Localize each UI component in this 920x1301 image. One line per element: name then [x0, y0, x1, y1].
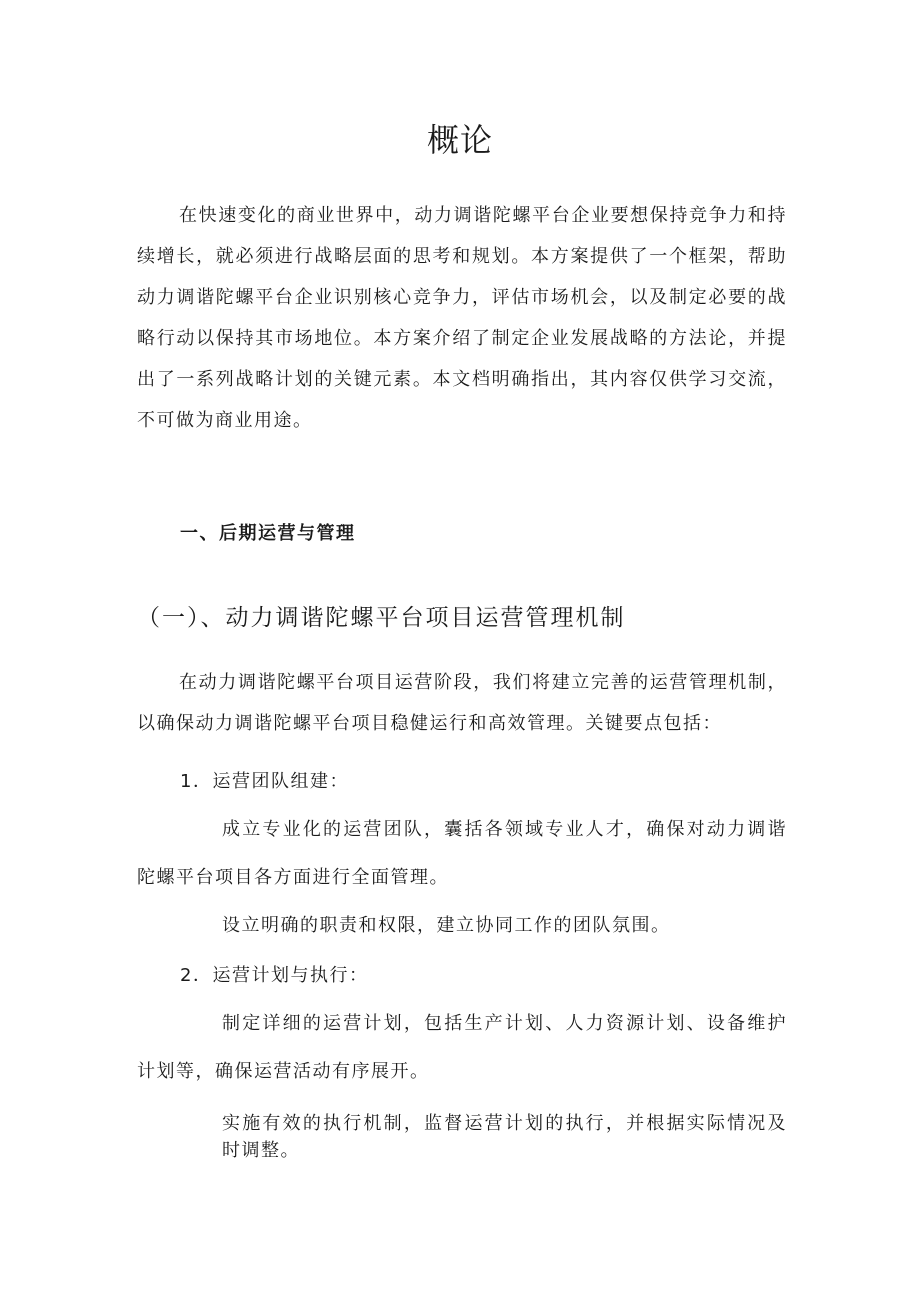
- section-heading: 一、后期运营与管理: [180, 523, 356, 544]
- list-item-point: 实施有效的执行机制，监督运营计划的执行，并根据实际情况及时调整。: [222, 1113, 787, 1161]
- page-title: 概论: [426, 121, 493, 159]
- list-item-label: 1．运营团队组建：: [180, 771, 349, 792]
- list-item-label: 2．运营计划与执行：: [180, 965, 369, 986]
- subsection-heading: （一）、动力调谐陀螺平台项目运营管理机制: [137, 605, 626, 631]
- list-item-point: 设立明确的职责和权限，建立协同工作的团队氛围。: [222, 915, 671, 936]
- subsection-intro-paragraph: 在动力调谐陀螺平台项目运营阶段，我们将建立完善的运营管理机制，以确保动力调谐陀螺平台项目稳健运行和高效管理。关键要点包括：: [137, 672, 787, 734]
- list-item-point: 成立专业化的运营团队，囊括各领域专业人才，确保对动力调谐陀螺平台项目各方面进行全面管理。: [137, 819, 787, 888]
- list-item-point: 制定详细的运营计划，包括生产计划、人力资源计划、设备维护计划等，确保运营活动有序展开。: [137, 1013, 787, 1082]
- intro-paragraph: 在快速变化的商业世界中，动力调谐陀螺平台企业要想保持竞争力和持续增长，就必须进行战略层面的思考和规划。本方案提供了一个框架，帮助动力调谐陀螺平台企业识别核心竞争力，评估市场机会，以及制定必要的战略行动以保持其市场地位。本方案介绍了制定企业发展战略的方法论，并提出了一系列战略计划的关键元素。本文档明确指出，其内容仅供学习交流，不可做为商业用途。: [137, 205, 787, 431]
